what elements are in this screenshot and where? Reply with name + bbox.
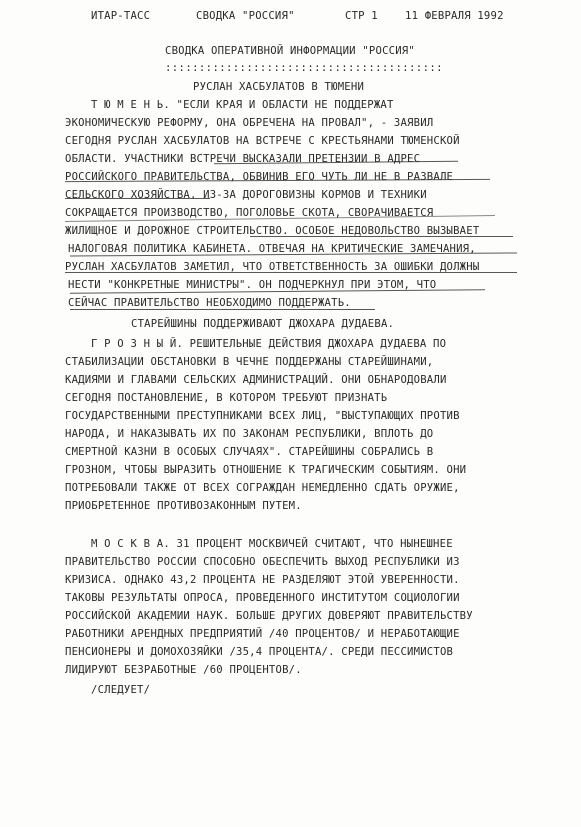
title-divider: :::::::::::::::::::::::::::::::::::::::::: [165, 62, 443, 74]
text-line: СЕЛЬСКОГО ХОЗЯЙСТВА. ИЗ-ЗА ДОРОГОВИЗНЫ КОРМОВ И ТЕХНИКИ: [65, 189, 427, 201]
text-line: РОССИЙСКОЙ АКАДЕМИИ НАУК. БОЛЬШЕ ДРУГИХ ДОВЕРЯЮТ ПРАВИТЕЛЬСТВУ: [65, 610, 473, 622]
header-page: СТР 1: [345, 10, 378, 22]
text-line: РУСЛАН ХАСБУЛАТОВ ЗАМЕТИЛ, ЧТО ОТВЕТСТВЕННОСТЬ ЗА ОШИБКИ ДОЛЖНЫ: [65, 261, 480, 273]
text-line: Т Ю М Е Н Ь. "ЕСЛИ КРАЯ И ОБЛАСТИ НЕ ПОДДЕРЖАТ: [91, 99, 394, 111]
text-line: Г Р О З Н Ы Й. РЕШИТЕЛЬНЫЕ ДЕЙСТВИЯ ДЖОХАРА ДУДАЕВА ПО: [91, 338, 447, 350]
text-line: ЭКОНОМИЧЕСКУЮ РЕФОРМУ, ОНА ОБРЕЧЕНА НА ПРОВАЛ", - ЗАЯВИЛ: [65, 117, 434, 129]
text-line: ГОСУДАРСТВЕННЫМИ ПРЕСТУПНИКАМИ ВСЕХ ЛИЦ, "ВЫСТУПАЮЩИХ ПРОТИВ: [65, 410, 460, 422]
pen-underline: [250, 236, 513, 237]
text-line: КРИЗИСА. ОДНАКО 43,2 ПРОЦЕНТА НЕ РАЗДЕЛЯЮТ ЭТОЙ УВЕРЕННОСТИ.: [65, 574, 460, 586]
text-line: ПРИОБРЕТЕННОЕ ПРОТИВОЗАКОННЫМ ПУТЕМ.: [65, 500, 302, 512]
text-line: ЖИЛИЩНОЕ И ДОРОЖНОЕ СТРОИТЕЛЬСТВО. ОСОБОЕ НЕДОВОЛЬСТВО ВЫЗЫВАЕТ: [65, 225, 480, 237]
header-series: СВОДКА "РОССИЯ": [196, 10, 295, 22]
pen-underline: [65, 198, 210, 199]
text-line: РОССИЙСКОГО ПРАВИТЕЛЬСТВА, ОБВИНИВ ЕГО ЧУТЬ ЛИ НЕ В РАЗВАЛЕ: [65, 171, 454, 183]
header-agency: ИТАР-ТАСС: [91, 10, 151, 22]
text-line: КАДИЯМИ И ГЛАВАМИ СЕЛЬСКИХ АДМИНИСТРАЦИЙ. ОНИ ОБНАРОДОВАЛИ: [65, 374, 447, 386]
text-line: СЕЙЧАС ПРАВИТЕЛЬСТВО НЕОБХОДИМО ПОДДЕРЖАТЬ.: [68, 297, 351, 309]
text-line: СМЕРТНОЙ КАЗНИ В ОСОБЫХ СЛУЧАЯХ". СТАРЕЙШИНЫ СОБРАЛИСЬ В: [65, 446, 434, 458]
story-headline: РУСЛАН ХАСБУЛАТОВ В ТЮМЕНИ: [193, 81, 365, 93]
text-line: ТАКОВЫ РЕЗУЛЬТАТЫ ОПРОСА, ПРОВЕДЕННОГО ИНСТИТУТОМ СОЦИОЛОГИИ: [65, 592, 460, 604]
text-line: ПОТРЕБОВАЛИ ТАКЖЕ ОТ ВСЕХ СОГРАЖДАН НЕМЕДЛЕННО СДАТЬ ОРУЖИЕ,: [65, 482, 460, 494]
text-line: М О С К В А. 31 ПРОЦЕНТ МОСКВИЧЕЙ СЧИТАЮТ, ЧТО НЫНЕШНЕЕ: [91, 538, 453, 550]
text-line: НАРОДА, И НАКАЗЫВАТЬ ИХ ПО ЗАКОНАМ РЕСПУБЛИКИ, ВПЛОТЬ ДО: [65, 428, 434, 440]
text-line: ОБЛАСТИ. УЧАСТНИКИ ВСТРЕЧИ ВЫСКАЗАЛИ ПРЕТЕНЗИИ В АДРЕС: [65, 153, 421, 165]
pen-underline: [70, 309, 375, 310]
story-headline: СТАРЕЙШИНЫ ПОДДЕРЖИВАЮТ ДЖОХАРА ДУДАЕВА.: [131, 318, 395, 330]
continued-marker: /СЛЕДУЕТ/: [91, 684, 151, 696]
text-line: НЕСТИ "КОНКРЕТНЫЕ МИНИСТРЫ". ОН ПОДЧЕРКНУЛ ПРИ ЭТОМ, ЧТО: [68, 279, 437, 291]
text-line: СЕГОДНЯ РУСЛАН ХАСБУЛАТОВ НА ВСТРЕЧЕ С КРЕСТЬЯНАМИ ТЮМЕНСКОЙ: [65, 135, 460, 147]
text-line: ЛИДИРУЮТ БЕЗРАБОТНЫЕ /60 ПРОЦЕНТОВ/.: [65, 664, 302, 676]
text-line: ПЕНСИОНЕРЫ И ДОМОХОЗЯЙКИ /35,4 ПРОЦЕНТА/. СРЕДИ ПЕССИМИСТОВ: [65, 646, 454, 658]
text-line: СЕГОДНЯ ПОСТАНОВЛЕНИЕ, В КОТОРОМ ТРЕБУЮТ ПРИЗНАТЬ: [65, 392, 388, 404]
text-line: СОКРАЩАЕТСЯ ПРОИЗВОДСТВО, ПОГОЛОВЬЕ СКОТА, СВОРАЧИВАЕТСЯ: [65, 207, 434, 219]
text-line: РАБОТНИКИ АРЕНДНЫХ ПРЕДПРИЯТИЙ /40 ПРОЦЕНТОВ/ И НЕРАБОТАЮЩИЕ: [65, 628, 460, 640]
header-date: 11 ФЕВРАЛЯ 1992: [405, 10, 504, 22]
text-line: ПРАВИТЕЛЬСТВО РОССИИ СПОСОБНО ОБЕСПЕЧИТЬ ВЫХОД РЕСПУБЛИКИ ИЗ: [65, 556, 460, 568]
text-line: ГРОЗНОМ, ЧТОБЫ ВЫРАЗИТЬ ОТНОШЕНИЕ К ТРАГИЧЕСКИМ СОБЫТИЯМ. ОНИ: [65, 464, 467, 476]
text-line: НАЛОГОВАЯ ПОЛИТИКА КАБИНЕТА. ОТВЕЧАЯ НА КРИТИЧЕСКИЕ ЗАМЕЧАНИЯ,: [68, 243, 476, 255]
pen-underline: [65, 272, 517, 273]
text-line: СТАБИЛИЗАЦИИ ОБСТАНОВКИ В ЧЕЧНЕ ПОДДЕРЖАНЫ СТАРЕЙШИНАМИ,: [65, 356, 434, 368]
document-title: СВОДКА ОПЕРАТИВНОЙ ИНФОРМАЦИИ "РОССИЯ": [165, 45, 415, 57]
